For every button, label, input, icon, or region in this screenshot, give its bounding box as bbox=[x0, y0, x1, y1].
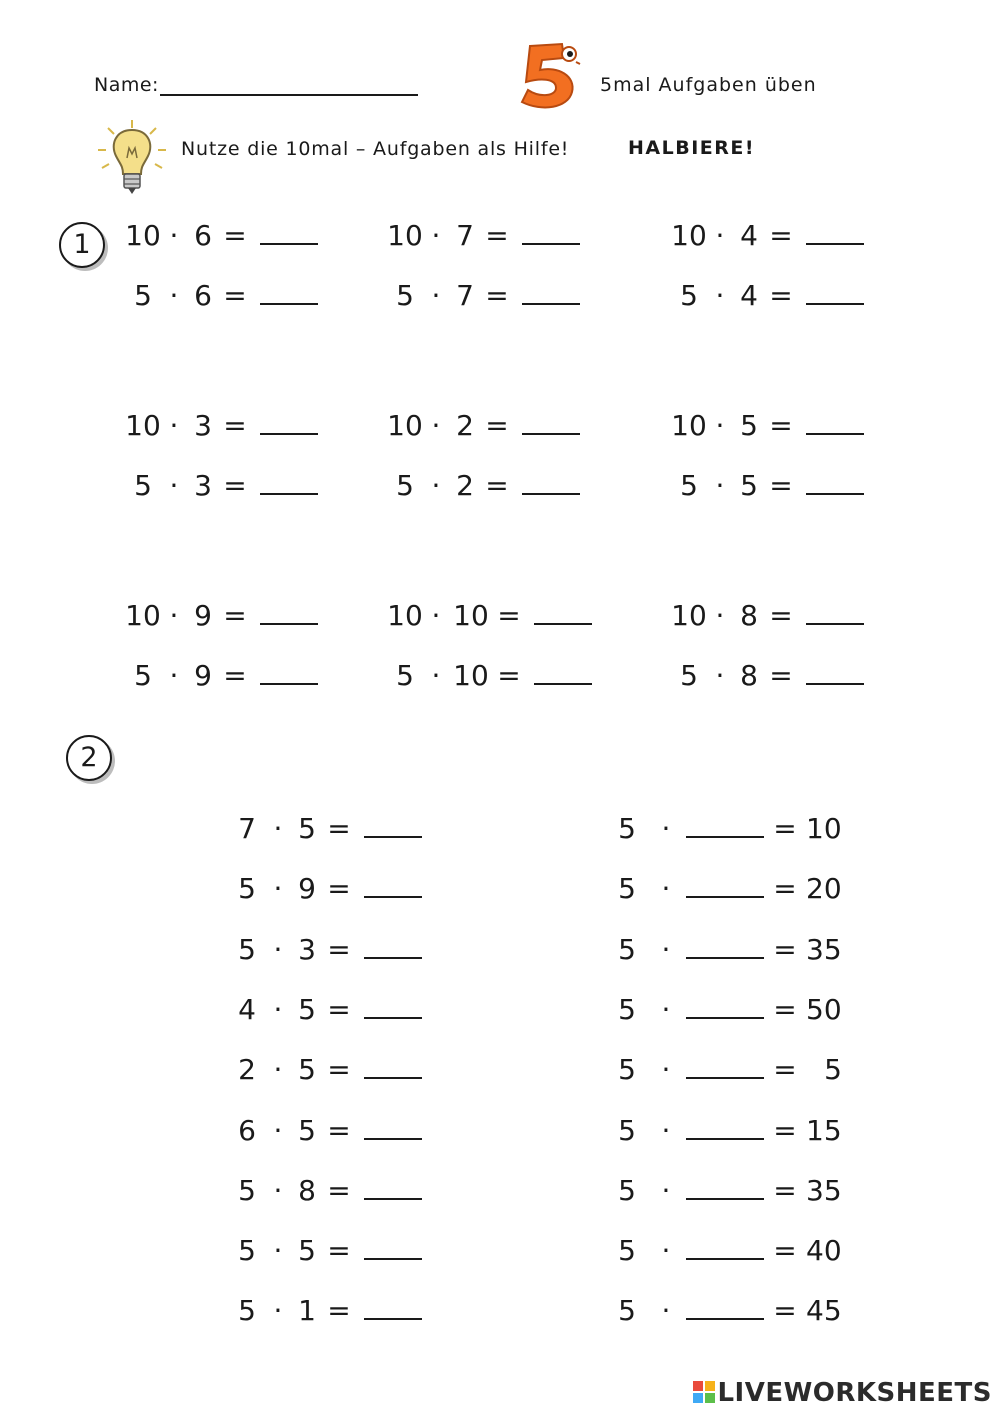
dot-symbol: · bbox=[431, 279, 441, 312]
factor-blank[interactable] bbox=[686, 1296, 764, 1320]
task-number-1: 1 bbox=[59, 222, 105, 268]
answer-blank[interactable] bbox=[364, 935, 422, 959]
factor-a: 5 bbox=[618, 992, 636, 1026]
factor-b: 8 bbox=[298, 1173, 316, 1207]
dot-symbol: · bbox=[661, 1234, 671, 1268]
equals-symbol: = bbox=[327, 1294, 351, 1328]
footer-brand: LIVEWORKSHEETS bbox=[717, 1378, 992, 1408]
answer-blank[interactable] bbox=[522, 281, 580, 305]
dot-symbol: · bbox=[715, 469, 725, 502]
exercise-1-row4-col1 bbox=[124, 468, 318, 504]
factor-a: 7 bbox=[238, 812, 256, 845]
answer-blank[interactable] bbox=[364, 874, 422, 898]
factor-b: 5 bbox=[298, 992, 316, 1026]
factor-b: 5 bbox=[298, 1234, 316, 1268]
dot-symbol: · bbox=[273, 812, 283, 845]
factor-b: 6 bbox=[194, 219, 212, 252]
answer-blank[interactable] bbox=[364, 1296, 422, 1320]
answer-blank[interactable] bbox=[806, 221, 864, 245]
factor-a: 5 bbox=[396, 469, 414, 502]
factor-b: 6 bbox=[194, 279, 212, 312]
equals-symbol: = bbox=[769, 599, 793, 632]
factor-b: 5 bbox=[298, 1113, 316, 1147]
factor-b: 2 bbox=[456, 409, 474, 442]
answer-blank[interactable] bbox=[260, 221, 318, 245]
factor-a: 10 bbox=[387, 219, 423, 252]
exercise-1-row3-col1 bbox=[124, 408, 318, 444]
exercise-1-row1-col2 bbox=[386, 218, 580, 254]
dot-symbol: · bbox=[661, 932, 671, 966]
dot-symbol: · bbox=[273, 932, 283, 966]
exercise-2-left-5 bbox=[228, 1052, 422, 1088]
exercise-2-left-4 bbox=[228, 992, 422, 1028]
equals-symbol: = bbox=[485, 279, 509, 312]
answer-blank[interactable] bbox=[534, 661, 592, 685]
factor-a: 2 bbox=[238, 1053, 256, 1087]
equals-symbol: = bbox=[327, 872, 351, 906]
equals-symbol: = bbox=[497, 599, 521, 632]
answer-blank[interactable] bbox=[364, 814, 422, 838]
factor-blank[interactable] bbox=[686, 1236, 764, 1260]
exercise-1-row2-col1 bbox=[124, 278, 318, 314]
answer-blank[interactable] bbox=[260, 661, 318, 685]
factor-b: 4 bbox=[740, 219, 758, 252]
product: 35 bbox=[806, 1173, 842, 1207]
factor-a: 5 bbox=[680, 659, 698, 692]
product: 5 bbox=[824, 1053, 842, 1087]
answer-blank[interactable] bbox=[364, 1236, 422, 1260]
answer-blank[interactable] bbox=[806, 411, 864, 435]
answer-blank[interactable] bbox=[806, 661, 864, 685]
product: 50 bbox=[806, 992, 842, 1026]
exercise-1-row1-col1 bbox=[124, 218, 318, 254]
dot-symbol: · bbox=[431, 599, 441, 632]
liveworksheets-logo bbox=[693, 1378, 992, 1408]
factor-blank[interactable] bbox=[686, 1055, 764, 1079]
factor-a: 10 bbox=[125, 219, 161, 252]
factor-a: 5 bbox=[134, 279, 152, 312]
exercise-1-row6-col3 bbox=[670, 658, 864, 694]
factor-b: 5 bbox=[740, 409, 758, 442]
task-number-2: 2 bbox=[66, 735, 112, 781]
factor-a: 5 bbox=[238, 1173, 256, 1207]
dot-symbol: · bbox=[661, 1173, 671, 1207]
equals-symbol: = bbox=[223, 219, 247, 252]
equals-symbol: = bbox=[773, 992, 797, 1026]
factor-b: 9 bbox=[298, 872, 316, 906]
exercise-2-right-2 bbox=[608, 871, 860, 907]
answer-blank[interactable] bbox=[522, 471, 580, 495]
factor-a: 5 bbox=[618, 932, 636, 966]
factor-a: 5 bbox=[618, 1173, 636, 1207]
factor-a: 5 bbox=[618, 1294, 636, 1328]
equals-symbol: = bbox=[327, 932, 351, 966]
factor-a: 5 bbox=[680, 469, 698, 502]
name-input-line[interactable] bbox=[160, 94, 418, 96]
equals-symbol: = bbox=[773, 1173, 797, 1207]
product: 15 bbox=[806, 1113, 842, 1147]
factor-a: 5 bbox=[238, 1234, 256, 1268]
equals-symbol: = bbox=[769, 219, 793, 252]
dot-symbol: · bbox=[273, 992, 283, 1026]
factor-a: 10 bbox=[125, 409, 161, 442]
exercise-1-row2-col3 bbox=[670, 278, 864, 314]
factor-b: 9 bbox=[194, 659, 212, 692]
dot-symbol: · bbox=[273, 1053, 283, 1087]
dot-symbol: · bbox=[661, 1294, 671, 1328]
exercise-1-row5-col2 bbox=[386, 598, 592, 634]
factor-b: 8 bbox=[740, 659, 758, 692]
factor-b: 10 bbox=[453, 599, 489, 632]
equals-symbol: = bbox=[769, 659, 793, 692]
equals-symbol: = bbox=[327, 992, 351, 1026]
factor-a: 6 bbox=[238, 1113, 256, 1147]
factor-a: 10 bbox=[671, 599, 707, 632]
factor-blank[interactable] bbox=[686, 1116, 764, 1140]
exercise-2-left-2 bbox=[228, 871, 422, 907]
factor-a: 5 bbox=[238, 872, 256, 906]
factor-b: 9 bbox=[194, 599, 212, 632]
factor-b: 3 bbox=[298, 932, 316, 966]
dot-symbol: · bbox=[169, 599, 179, 632]
equals-symbol: = bbox=[773, 932, 797, 966]
factor-blank[interactable] bbox=[686, 814, 764, 838]
exercise-2-right-6 bbox=[608, 1113, 860, 1149]
factor-blank[interactable] bbox=[686, 1176, 764, 1200]
exercise-2-left-7 bbox=[228, 1173, 422, 1209]
liveworksheets-icon bbox=[693, 1381, 715, 1403]
exercise-2-right-4 bbox=[608, 992, 860, 1028]
exercise-2-left-6 bbox=[228, 1113, 422, 1149]
answer-blank[interactable] bbox=[260, 471, 318, 495]
exercise-2-left-8 bbox=[228, 1233, 422, 1269]
factor-b: 7 bbox=[456, 279, 474, 312]
factor-a: 5 bbox=[680, 279, 698, 312]
answer-blank[interactable] bbox=[806, 471, 864, 495]
answer-blank[interactable] bbox=[522, 221, 580, 245]
dot-symbol: · bbox=[169, 469, 179, 502]
dot-symbol: · bbox=[273, 1113, 283, 1147]
equals-symbol: = bbox=[223, 599, 247, 632]
factor-blank[interactable] bbox=[686, 874, 764, 898]
answer-blank[interactable] bbox=[260, 601, 318, 625]
exercise-1-row6-col1 bbox=[124, 658, 318, 694]
name-label: Name: bbox=[94, 74, 159, 96]
product: 20 bbox=[806, 872, 842, 906]
exercise-1-row5-col3 bbox=[670, 598, 864, 634]
exercise-2-right-7 bbox=[608, 1173, 860, 1209]
answer-blank[interactable] bbox=[806, 281, 864, 305]
dot-symbol: · bbox=[169, 659, 179, 692]
factor-a: 5 bbox=[618, 872, 636, 906]
product: 10 bbox=[806, 812, 842, 845]
answer-blank[interactable] bbox=[522, 411, 580, 435]
exercise-1-row5-col1 bbox=[124, 598, 318, 634]
dot-symbol: · bbox=[273, 1173, 283, 1207]
factor-b: 8 bbox=[740, 599, 758, 632]
exercise-2-left-9 bbox=[228, 1293, 422, 1329]
equals-symbol: = bbox=[223, 659, 247, 692]
factor-a: 5 bbox=[618, 1113, 636, 1147]
factor-b: 2 bbox=[456, 469, 474, 502]
exercise-2-left-3 bbox=[228, 932, 422, 968]
equals-symbol: = bbox=[485, 409, 509, 442]
dot-symbol: · bbox=[273, 1234, 283, 1268]
answer-blank[interactable] bbox=[364, 1176, 422, 1200]
factor-a: 5 bbox=[134, 659, 152, 692]
exercise-2-right-8 bbox=[608, 1233, 860, 1269]
dot-symbol: · bbox=[169, 219, 179, 252]
equals-symbol: = bbox=[769, 279, 793, 312]
dot-symbol: · bbox=[661, 812, 671, 845]
equals-symbol: = bbox=[327, 1173, 351, 1207]
dot-symbol: · bbox=[431, 469, 441, 502]
factor-b: 5 bbox=[298, 812, 316, 845]
product: 40 bbox=[806, 1234, 842, 1268]
equals-symbol: = bbox=[223, 409, 247, 442]
exercise-1-row2-col2 bbox=[386, 278, 580, 314]
equals-symbol: = bbox=[773, 1234, 797, 1268]
dot-symbol: · bbox=[431, 659, 441, 692]
answer-blank[interactable] bbox=[806, 601, 864, 625]
instruction-text: HALBIERE! bbox=[628, 137, 756, 159]
factor-a: 5 bbox=[396, 659, 414, 692]
hint-text: Nutze die 10mal – Aufgaben als Hilfe! bbox=[181, 138, 570, 160]
equals-symbol: = bbox=[773, 1053, 797, 1087]
answer-blank[interactable] bbox=[364, 1055, 422, 1079]
factor-a: 5 bbox=[618, 812, 636, 845]
dot-symbol: · bbox=[715, 409, 725, 442]
equals-symbol: = bbox=[769, 469, 793, 502]
answer-blank[interactable] bbox=[364, 1116, 422, 1140]
dot-symbol: · bbox=[715, 599, 725, 632]
exercise-1-row6-col2 bbox=[386, 658, 592, 694]
equals-symbol: = bbox=[485, 469, 509, 502]
factor-b: 10 bbox=[453, 659, 489, 692]
factor-blank[interactable] bbox=[686, 935, 764, 959]
equals-symbol: = bbox=[773, 812, 797, 845]
answer-blank[interactable] bbox=[534, 601, 592, 625]
product: 35 bbox=[806, 932, 842, 966]
dot-symbol: · bbox=[169, 409, 179, 442]
product: 45 bbox=[806, 1294, 842, 1328]
factor-b: 4 bbox=[740, 279, 758, 312]
factor-a: 5 bbox=[618, 1053, 636, 1087]
exercise-2-right-1 bbox=[608, 811, 860, 847]
answer-blank[interactable] bbox=[260, 281, 318, 305]
dot-symbol: · bbox=[273, 1294, 283, 1328]
factor-a: 5 bbox=[396, 279, 414, 312]
factor-b: 5 bbox=[298, 1053, 316, 1087]
dot-symbol: · bbox=[431, 219, 441, 252]
dot-symbol: · bbox=[169, 279, 179, 312]
exercise-1-row4-col3 bbox=[670, 468, 864, 504]
exercise-2-right-5 bbox=[608, 1052, 860, 1088]
exercise-1-row3-col3 bbox=[670, 408, 864, 444]
exercise-2-left-1 bbox=[228, 811, 422, 847]
equals-symbol: = bbox=[327, 1053, 351, 1087]
equals-symbol: = bbox=[223, 279, 247, 312]
exercise-1-row3-col2 bbox=[386, 408, 580, 444]
factor-blank[interactable] bbox=[686, 995, 764, 1019]
equals-symbol: = bbox=[497, 659, 521, 692]
factor-a: 10 bbox=[387, 409, 423, 442]
lightbulb-icon bbox=[96, 118, 168, 198]
factor-a: 4 bbox=[238, 992, 256, 1026]
dot-symbol: · bbox=[661, 992, 671, 1026]
factor-b: 3 bbox=[194, 469, 212, 502]
dot-symbol: · bbox=[715, 219, 725, 252]
dot-symbol: · bbox=[431, 409, 441, 442]
worksheet-title: 5mal Aufgaben üben bbox=[600, 74, 817, 96]
factor-a: 5 bbox=[618, 1234, 636, 1268]
equals-symbol: = bbox=[773, 872, 797, 906]
equals-symbol: = bbox=[327, 1234, 351, 1268]
dot-symbol: · bbox=[715, 659, 725, 692]
factor-b: 3 bbox=[194, 409, 212, 442]
equals-symbol: = bbox=[327, 1113, 351, 1147]
answer-blank[interactable] bbox=[260, 411, 318, 435]
factor-a: 5 bbox=[238, 1294, 256, 1328]
answer-blank[interactable] bbox=[364, 995, 422, 1019]
factor-a: 10 bbox=[387, 599, 423, 632]
equals-symbol: = bbox=[485, 219, 509, 252]
equals-symbol: = bbox=[223, 469, 247, 502]
factor-a: 5 bbox=[134, 469, 152, 502]
dot-symbol: · bbox=[661, 1113, 671, 1147]
dot-symbol: · bbox=[273, 872, 283, 906]
factor-a: 10 bbox=[125, 599, 161, 632]
equals-symbol: = bbox=[769, 409, 793, 442]
factor-a: 10 bbox=[671, 219, 707, 252]
exercise-2-right-9 bbox=[608, 1293, 860, 1329]
dot-symbol: · bbox=[661, 872, 671, 906]
equals-symbol: = bbox=[773, 1294, 797, 1328]
factor-a: 10 bbox=[671, 409, 707, 442]
equals-symbol: = bbox=[773, 1113, 797, 1147]
factor-b: 1 bbox=[298, 1294, 316, 1328]
dot-symbol: · bbox=[661, 1053, 671, 1087]
five-mascot-icon bbox=[514, 40, 584, 112]
dot-symbol: · bbox=[715, 279, 725, 312]
factor-b: 7 bbox=[456, 219, 474, 252]
exercise-1-row4-col2 bbox=[386, 468, 580, 504]
factor-a: 5 bbox=[238, 932, 256, 966]
equals-symbol: = bbox=[327, 812, 351, 845]
factor-b: 5 bbox=[740, 469, 758, 502]
exercise-1-row1-col3 bbox=[670, 218, 864, 254]
exercise-2-right-3 bbox=[608, 932, 860, 968]
